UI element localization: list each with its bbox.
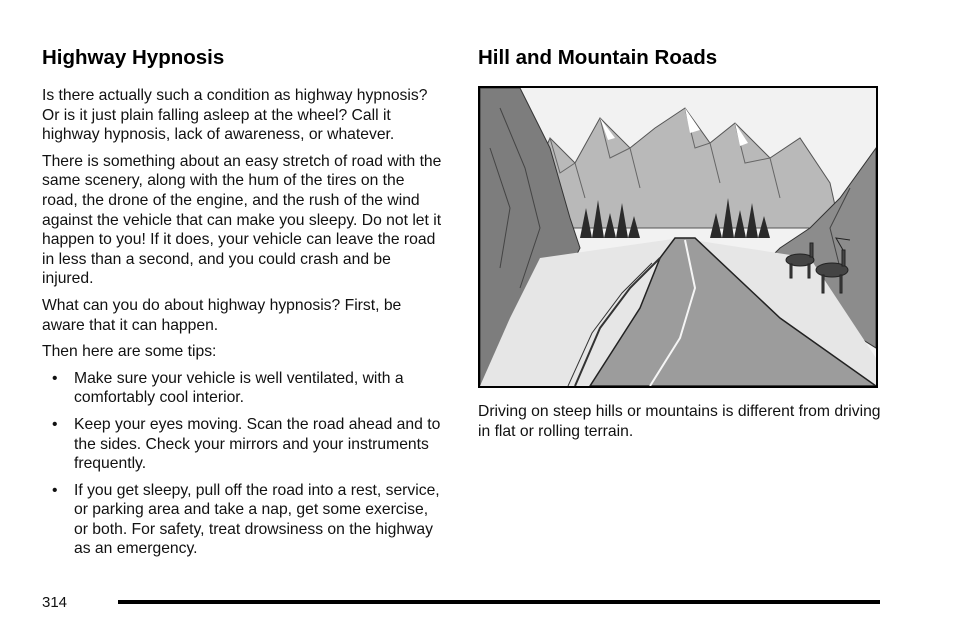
tips-list xyxy=(42,369,444,559)
list-item xyxy=(42,481,444,559)
paragraph-scenery: There is something about an easy stretch of road with the same scenery, along with the hum of the tires on the road, the drone of the engine, and the rush of the wind against the vehicle that can make you sleepy. Do not let it happen to you! If it does, your vehicle can leave the road in less than a second, and you could crash and be injured. xyxy=(42,152,442,288)
footer-rule xyxy=(118,600,880,604)
list-item xyxy=(42,415,444,474)
bullet-icon: • xyxy=(52,415,58,433)
page-number: 314 xyxy=(42,594,68,611)
section-heading-highway-hypnosis: Highway Hypnosis xyxy=(42,46,225,69)
bullet-icon: • xyxy=(52,481,58,499)
left-column xyxy=(42,44,444,566)
paragraph-tips-intro: Then here are some tips: xyxy=(42,343,217,361)
right-column xyxy=(478,44,882,448)
mountain-road-illustration xyxy=(478,86,878,388)
section-heading-hill-mountain-roads: Hill and Mountain Roads xyxy=(478,46,718,69)
paragraph-intro: Is there actually such a condition as highway hypnosis? Or is it just plain falling asleep at the wheel? Call it highway hypnosis, lack of awareness, or whatever. xyxy=(42,87,428,144)
tip-text: Keep your eyes moving. Scan the road ahead and to the sides. Check your mirrors and your instruments frequently. xyxy=(74,415,441,473)
paragraph-awareness: What can you do about highway hypnosis? First, be aware that it can happen. xyxy=(42,296,402,334)
bullet-icon: • xyxy=(52,369,58,387)
tip-text: If you get sleepy, pull off the road into a rest, service, or parking area and take a nap, get some exercise, or both. For safety, treat drowsiness on the highway as an emergency. xyxy=(74,481,440,558)
tip-text: Make sure your vehicle is well ventilated, with a comfortably cool interior. xyxy=(74,369,404,407)
mountain-road-icon xyxy=(480,88,876,386)
list-item xyxy=(42,369,444,408)
figure-caption: Driving on steep hills or mountains is different from driving in flat or rolling terrain. xyxy=(478,403,881,440)
